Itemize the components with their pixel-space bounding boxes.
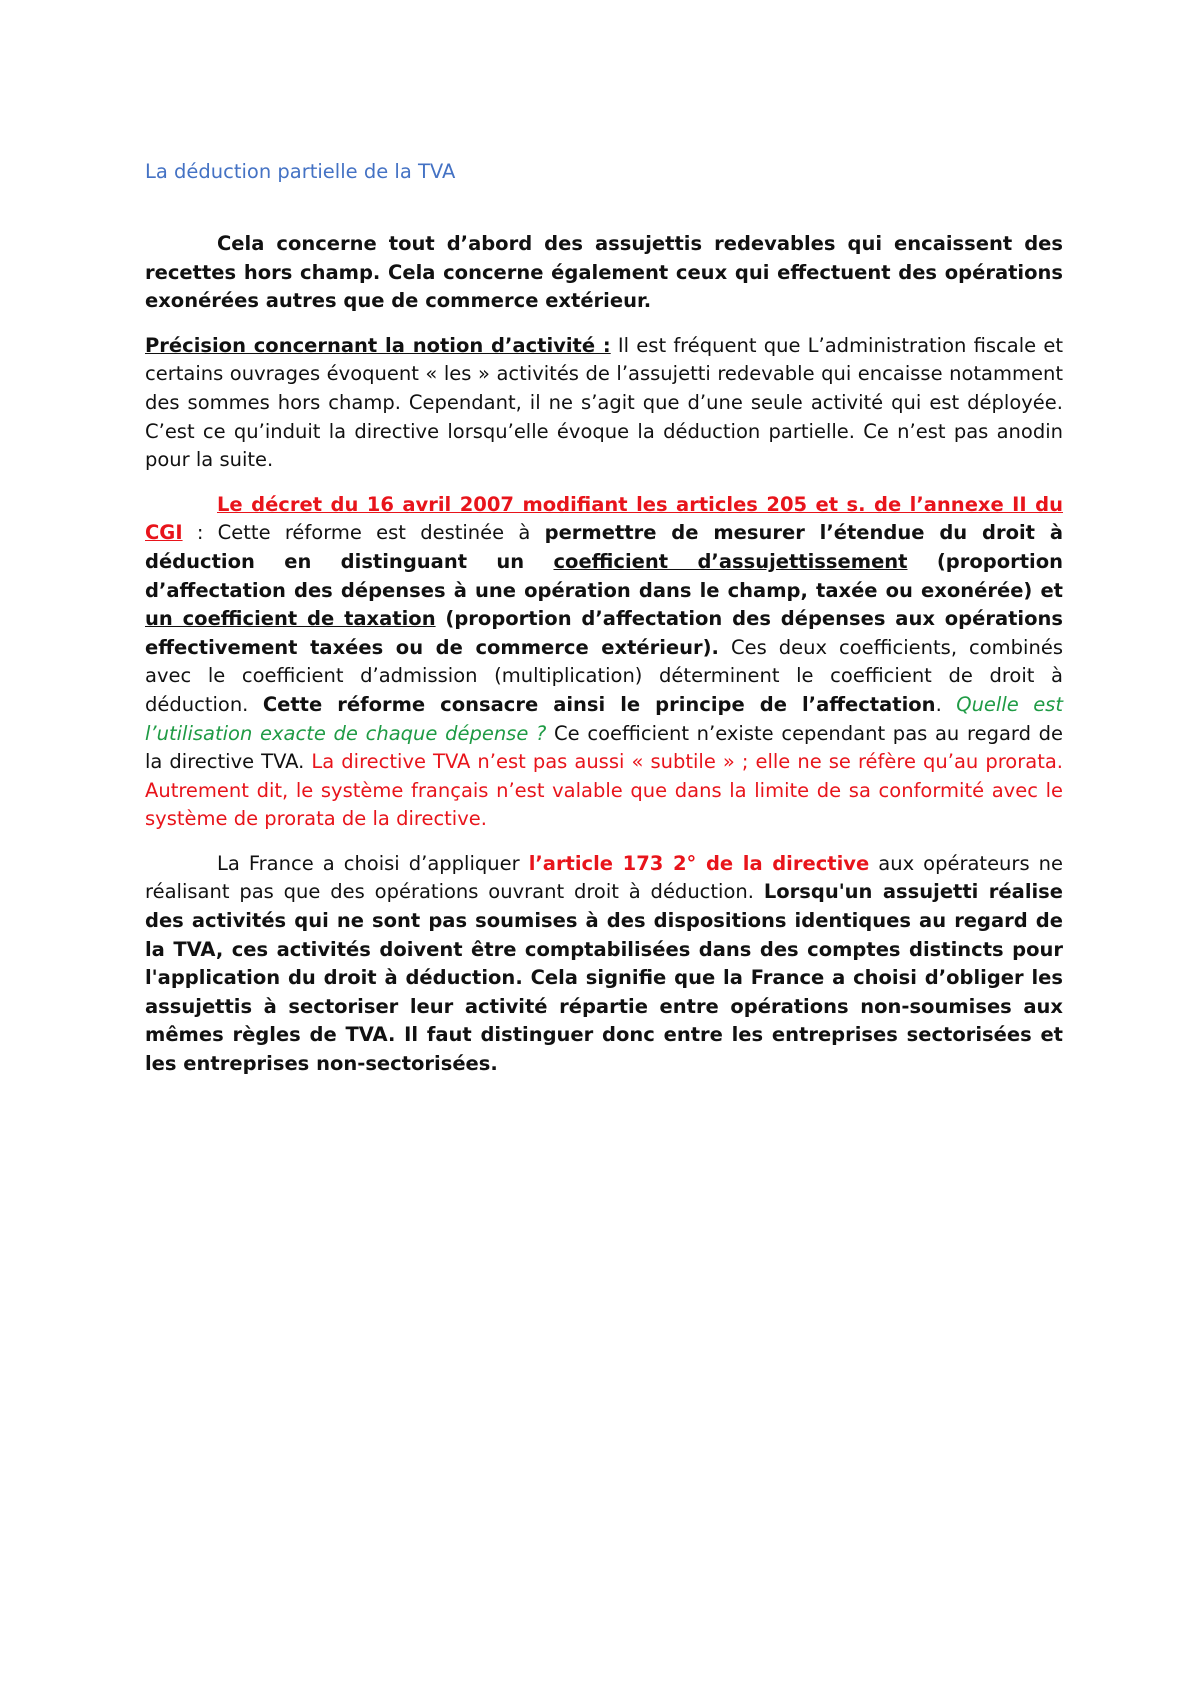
- paragraph-intro: [145, 230, 1063, 316]
- decree-bold-2: (proportion d’affectation des dépenses à une opération dans le champ, taxée ou exonérée) et: [145, 549, 1063, 602]
- decree-text-1: Cette réforme est destinée à: [217, 521, 545, 545]
- decree-text-2: Ces deux coefficients, combinés avec le coefficient d’admission (multiplication) déterminent le coefficient de droit à déduction.: [145, 635, 1063, 716]
- france-article: l’article 173 2° de la directive: [528, 851, 870, 875]
- decree-bold-3: (proportion d’affectation des dépenses aux opérations effectivement taxées ou de commerce extérieur).: [145, 607, 1064, 659]
- decree-text-4: Ce coefficient n’existe cependant pas au regard de la directive TVA.: [145, 721, 1064, 774]
- paragraph-france: [145, 850, 1063, 1079]
- decree-question: Quelle est l’utilisation exacte de chaque dépense ?: [145, 692, 1063, 745]
- france-text-1: La France a choisi d’appliquer: [217, 851, 529, 875]
- decree-colon: :: [182, 521, 218, 545]
- paragraph-decree: [145, 491, 1063, 834]
- france-text-2: aux opérateurs ne réalisant pas que des opérations ouvrant droit à déduction.: [145, 851, 1063, 904]
- decree-underline-2: un coefficient de taxation: [145, 607, 436, 631]
- decree-bold-1: permettre de mesurer l’étendue du droit à déduction en distinguant un: [145, 521, 1064, 573]
- decree-underline-1: coefficient d’assujettissement: [553, 549, 908, 573]
- france-bold: Lorsqu'un assujetti réalise des activités qui ne sont pas soumises à des dispositions identiques au regard de la TVA, ces activités doivent être comptabilisées dans des comptes distincts pour l'application du droit à déduction. Cela signifie que la France a choisi d’obliger les assujettis à sectoriser leur activité répartie entre opérations non-soumises aux mêmes règles de TVA. Il faut distinguer donc entre les entreprises sectorisées et les entreprises non-sectorisées.: [145, 880, 1064, 1076]
- decree-heading: Le décret du 16 avril 2007 modifiant les articles 205 et s. de l’annexe II du CGI: [145, 492, 1063, 545]
- paragraph-precision: [145, 332, 1063, 475]
- decree-red-note: La directive TVA n’est pas aussi « subtile » ; elle ne se réfère qu’au prorata. Autrement dit, le système français n’est valable que dans la limite de sa conformité avec le système de prorata de la directive.: [145, 750, 1063, 831]
- decree-bold-4: Cette réforme consacre ainsi le principe de l’affectation: [262, 692, 936, 716]
- decree-text-3: .: [935, 692, 957, 716]
- document-title: La déduction partielle de la TVA: [145, 160, 456, 183]
- precision-text: Il est fréquent que L’administration fiscale et certains ouvrages évoquent « les » activités de l’assujetti redevable qui encaisse notamment des sommes hors champ. Cependant, il ne s’agit que d’une seule activité qui est déployée. C’est ce qu’induit la directive lorsqu’elle évoque la déduction partielle. Ce n’est pas anodin pour la suite.: [145, 333, 1063, 472]
- document-page: [145, 158, 1063, 1095]
- precision-label: Précision concernant la notion d’activité :: [145, 333, 611, 357]
- intro-text: Cela concerne tout d’abord des assujettis redevables qui encaissent des recettes hors champ. Cela concerne également ceux qui effectuent des opérations exonérées autres que de commerce extérieur.: [145, 232, 1063, 313]
